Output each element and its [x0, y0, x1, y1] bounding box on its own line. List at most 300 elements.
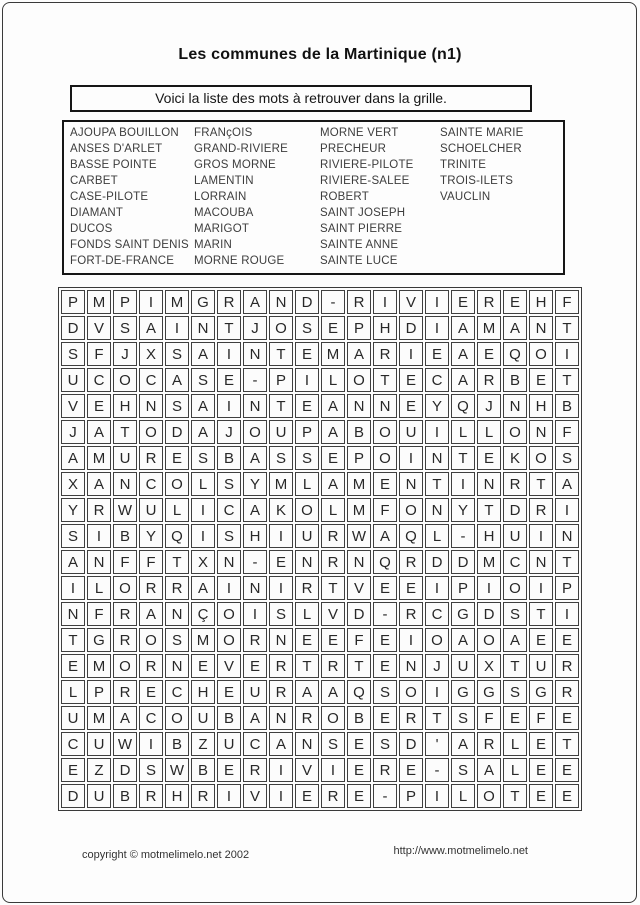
grid-cell: S: [451, 758, 475, 782]
grid-cell: E: [347, 732, 371, 756]
grid-cell: V: [243, 784, 267, 808]
grid-cell: V: [321, 602, 345, 626]
grid-cell: -: [243, 550, 267, 574]
word-list-item: VAUCLIN: [440, 191, 491, 203]
grid-cell: S: [295, 316, 319, 340]
grid-cell: Q: [373, 550, 397, 574]
grid-cell: D: [451, 550, 475, 574]
grid-cell: I: [139, 732, 163, 756]
grid-cell: P: [451, 576, 475, 600]
grid-cell: H: [529, 394, 553, 418]
grid-cell: M: [347, 472, 371, 496]
grid-cell: Q: [165, 524, 189, 548]
grid-cell: F: [477, 706, 501, 730]
grid-cell: T: [555, 550, 579, 574]
grid-cell: A: [503, 628, 527, 652]
instructions-text: Voici la liste des mots à retrouver dans la grille.: [155, 90, 447, 106]
letter-grid: [58, 287, 582, 811]
grid-cell: F: [113, 550, 137, 574]
grid-cell: W: [165, 758, 189, 782]
grid-cell: A: [139, 316, 163, 340]
grid-cell: N: [191, 316, 215, 340]
grid-cell: A: [451, 732, 475, 756]
grid-cell: Q: [399, 524, 423, 548]
grid-cell: V: [347, 576, 371, 600]
grid-cell: T: [269, 342, 293, 366]
grid-row: [61, 576, 579, 600]
grid-cell: E: [217, 680, 241, 704]
grid-cell: O: [477, 784, 501, 808]
grid-cell: N: [165, 602, 189, 626]
grid-cell: M: [87, 446, 111, 470]
grid-cell: C: [217, 498, 241, 522]
grid-cell: I: [269, 784, 293, 808]
grid-cell: P: [295, 420, 319, 444]
grid-cell: T: [425, 472, 449, 496]
grid-cell: L: [321, 368, 345, 392]
grid-cell: R: [555, 680, 579, 704]
grid-cell: I: [321, 758, 345, 782]
grid-cell: Y: [139, 524, 163, 548]
grid-cell: I: [477, 576, 501, 600]
grid-cell: N: [243, 576, 267, 600]
grid-cell: O: [425, 628, 449, 652]
word-list-item: DIAMANT: [70, 207, 124, 219]
grid-cell: S: [139, 758, 163, 782]
grid-cell: R: [399, 602, 423, 626]
grid-cell: V: [399, 290, 423, 314]
grid-cell: L: [61, 680, 85, 704]
word-list-item: CASE-PILOTE: [70, 191, 149, 203]
grid-cell: C: [87, 368, 111, 392]
grid-cell: Z: [87, 758, 111, 782]
grid-cell: D: [347, 602, 371, 626]
grid-cell: -: [451, 524, 475, 548]
grid-cell: E: [191, 654, 215, 678]
grid-cell: A: [243, 446, 267, 470]
grid-row: [61, 550, 579, 574]
grid-cell: O: [503, 576, 527, 600]
word-list-item: RIVIERE-SALEE: [320, 175, 410, 187]
grid-cell: R: [139, 654, 163, 678]
grid-cell: E: [555, 784, 579, 808]
grid-cell: L: [503, 732, 527, 756]
grid-row: [61, 732, 579, 756]
grid-cell: D: [477, 602, 501, 626]
grid-cell: R: [269, 654, 293, 678]
grid-cell: C: [139, 706, 163, 730]
grid-cell: C: [61, 732, 85, 756]
grid-cell: T: [321, 576, 345, 600]
grid-cell: D: [399, 316, 423, 340]
grid-cell: H: [165, 784, 189, 808]
grid-cell: E: [217, 368, 241, 392]
grid-cell: I: [269, 758, 293, 782]
grid-cell: H: [477, 524, 501, 548]
grid-cell: O: [477, 628, 501, 652]
grid-cell: T: [165, 550, 189, 574]
grid-cell: E: [555, 706, 579, 730]
grid-cell: R: [295, 576, 319, 600]
word-list-item: DUCOS: [70, 223, 113, 235]
grid-row: [61, 472, 579, 496]
grid-cell: H: [191, 680, 215, 704]
grid-row: [61, 498, 579, 522]
grid-cell: P: [347, 446, 371, 470]
grid-cell: S: [191, 446, 215, 470]
word-list-item: SAINT PIERRE: [320, 223, 403, 235]
grid-cell: A: [243, 706, 267, 730]
grid-cell: I: [425, 316, 449, 340]
grid-cell: S: [373, 732, 397, 756]
grid-cell: L: [451, 784, 475, 808]
grid-cell: L: [425, 524, 449, 548]
grid-cell: E: [243, 654, 267, 678]
grid-cell: E: [217, 758, 241, 782]
grid-cell: A: [139, 602, 163, 626]
grid-cell: E: [529, 628, 553, 652]
grid-cell: U: [529, 654, 553, 678]
grid-cell: T: [61, 628, 85, 652]
grid-cell: A: [321, 420, 345, 444]
grid-cell: N: [217, 550, 241, 574]
grid-cell: A: [555, 472, 579, 496]
grid-cell: E: [399, 576, 423, 600]
grid-row: [61, 602, 579, 626]
grid-cell: S: [269, 446, 293, 470]
grid-cell: F: [347, 628, 371, 652]
grid-cell: O: [373, 420, 397, 444]
grid-cell: N: [269, 706, 293, 730]
grid-cell: O: [113, 654, 137, 678]
grid-cell: D: [61, 784, 85, 808]
grid-cell: O: [399, 680, 423, 704]
grid-cell: O: [295, 498, 319, 522]
instructions-box: [70, 85, 532, 112]
grid-cell: S: [555, 446, 579, 470]
grid-cell: N: [61, 602, 85, 626]
grid-cell: E: [477, 446, 501, 470]
grid-cell: J: [61, 420, 85, 444]
grid-cell: E: [321, 446, 345, 470]
grid-cell: S: [503, 602, 527, 626]
grid-cell: R: [139, 576, 163, 600]
grid-row: [61, 316, 579, 340]
grid-cell: G: [451, 680, 475, 704]
grid-cell: X: [139, 342, 163, 366]
grid-cell: E: [61, 758, 85, 782]
grid-cell: O: [373, 446, 397, 470]
grid-cell: U: [113, 446, 137, 470]
grid-cell: -: [373, 784, 397, 808]
grid-cell: R: [555, 654, 579, 678]
word-list-item: MORNE ROUGE: [194, 255, 285, 267]
grid-cell: A: [61, 550, 85, 574]
grid-cell: N: [373, 394, 397, 418]
grid-cell: B: [347, 420, 371, 444]
grid-cell: I: [425, 576, 449, 600]
grid-cell: I: [61, 576, 85, 600]
grid-row: [61, 784, 579, 808]
grid-cell: U: [217, 732, 241, 756]
grid-cell: A: [269, 732, 293, 756]
grid-cell: H: [243, 524, 267, 548]
grid-cell: A: [451, 316, 475, 340]
grid-cell: S: [61, 342, 85, 366]
grid-cell: R: [269, 680, 293, 704]
grid-cell: R: [139, 784, 163, 808]
grid-cell: M: [321, 342, 345, 366]
grid-cell: O: [347, 368, 371, 392]
grid-cell: S: [321, 732, 345, 756]
grid-cell: A: [451, 628, 475, 652]
grid-cell: T: [295, 654, 319, 678]
grid-cell: D: [113, 758, 137, 782]
grid-cell: U: [87, 732, 111, 756]
grid-cell: N: [529, 550, 553, 574]
grid-cell: N: [477, 472, 501, 496]
grid-cell: N: [555, 524, 579, 548]
grid-cell: U: [295, 524, 319, 548]
grid-cell: U: [503, 524, 527, 548]
grid-cell: D: [165, 420, 189, 444]
grid-cell: Y: [61, 498, 85, 522]
grid-cell: Ç: [191, 602, 215, 626]
grid-cell: I: [165, 316, 189, 340]
grid-cell: R: [113, 628, 137, 652]
grid-cell: N: [113, 472, 137, 496]
grid-cell: H: [113, 394, 137, 418]
grid-cell: D: [503, 498, 527, 522]
grid-cell: U: [61, 706, 85, 730]
grid-cell: P: [347, 316, 371, 340]
grid-cell: L: [503, 758, 527, 782]
grid-cell: A: [191, 576, 215, 600]
grid-cell: R: [373, 758, 397, 782]
grid-cell: I: [399, 446, 423, 470]
grid-cell: O: [113, 576, 137, 600]
grid-cell: -: [373, 602, 397, 626]
grid-cell: F: [373, 498, 397, 522]
grid-cell: N: [269, 290, 293, 314]
grid-cell: R: [165, 576, 189, 600]
grid-cell: N: [139, 394, 163, 418]
word-list-item: TRINITE: [440, 159, 487, 171]
grid-cell: F: [139, 550, 163, 574]
grid-cell: E: [503, 706, 527, 730]
grid-cell: M: [191, 628, 215, 652]
grid-cell: F: [555, 420, 579, 444]
grid-cell: I: [217, 342, 241, 366]
grid-cell: F: [87, 342, 111, 366]
grid-cell: B: [113, 784, 137, 808]
grid-row: [61, 654, 579, 678]
grid-cell: R: [87, 498, 111, 522]
grid-cell: A: [61, 446, 85, 470]
grid-cell: J: [113, 342, 137, 366]
grid-cell: R: [321, 550, 345, 574]
grid-cell: J: [217, 420, 241, 444]
grid-cell: N: [347, 394, 371, 418]
grid-cell: I: [217, 784, 241, 808]
grid-cell: L: [295, 602, 319, 626]
grid-cell: R: [347, 290, 371, 314]
grid-cell: S: [217, 524, 241, 548]
grid-cell: E: [295, 394, 319, 418]
grid-cell: A: [451, 342, 475, 366]
grid-cell: U: [87, 784, 111, 808]
grid-cell: F: [529, 706, 553, 730]
grid-cell: I: [269, 576, 293, 600]
grid-cell: K: [503, 446, 527, 470]
word-list-item: ROBERT: [320, 191, 369, 203]
grid-cell: R: [529, 498, 553, 522]
word-list-item: PRECHEUR: [320, 143, 387, 155]
grid-cell: D: [399, 732, 423, 756]
grid-cell: N: [295, 550, 319, 574]
grid-cell: L: [295, 472, 319, 496]
word-list-item: SAINTE LUCE: [320, 255, 398, 267]
grid-row: [61, 342, 579, 366]
grid-cell: S: [269, 602, 293, 626]
word-list: [62, 120, 565, 275]
grid-cell: A: [243, 290, 267, 314]
grid-cell: R: [373, 342, 397, 366]
grid-cell: T: [477, 498, 501, 522]
grid-cell: F: [555, 290, 579, 314]
grid-cell: P: [399, 784, 423, 808]
grid-cell: I: [451, 472, 475, 496]
word-list-item: MARIGOT: [194, 223, 250, 235]
grid-cell: S: [165, 342, 189, 366]
word-list-item: SCHOELCHER: [440, 143, 522, 155]
grid-cell: N: [243, 394, 267, 418]
word-list-item: GROS MORNE: [194, 159, 276, 171]
grid-cell: E: [399, 368, 423, 392]
grid-cell: A: [165, 368, 189, 392]
grid-cell: O: [113, 368, 137, 392]
grid-cell: M: [165, 290, 189, 314]
grid-cell: W: [113, 732, 137, 756]
grid-cell: C: [503, 550, 527, 574]
grid-cell: A: [321, 394, 345, 418]
grid-cell: -: [321, 290, 345, 314]
grid-cell: J: [425, 654, 449, 678]
grid-cell: E: [555, 628, 579, 652]
website-url[interactable]: http://www.motmelimelo.net: [393, 845, 528, 857]
grid-cell: V: [217, 654, 241, 678]
grid-cell: M: [87, 290, 111, 314]
grid-cell: N: [269, 628, 293, 652]
grid-cell: R: [243, 628, 267, 652]
grid-cell: N: [347, 550, 371, 574]
grid-cell: I: [87, 524, 111, 548]
word-list-item: GRAND-RIVIERE: [194, 143, 288, 155]
grid-cell: L: [477, 420, 501, 444]
grid-cell: S: [165, 394, 189, 418]
grid-cell: U: [451, 654, 475, 678]
grid-cell: C: [425, 602, 449, 626]
grid-row: [61, 706, 579, 730]
grid-cell: O: [243, 420, 267, 444]
grid-cell: E: [295, 784, 319, 808]
grid-cell: T: [503, 784, 527, 808]
grid-cell: I: [373, 290, 397, 314]
grid-cell: Q: [347, 680, 371, 704]
grid-cell: R: [399, 550, 423, 574]
grid-cell: E: [373, 628, 397, 652]
word-list-item: MACOUBA: [194, 207, 254, 219]
word-list-item: RIVIERE-PILOTE: [320, 159, 414, 171]
grid-cell: T: [217, 316, 241, 340]
grid-cell: O: [269, 316, 293, 340]
grid-cell: E: [477, 342, 501, 366]
grid-cell: Q: [451, 394, 475, 418]
grid-cell: O: [529, 342, 553, 366]
grid-cell: O: [165, 706, 189, 730]
grid-cell: -: [243, 368, 267, 392]
grid-cell: I: [399, 628, 423, 652]
grid-cell: A: [451, 368, 475, 392]
grid-cell: E: [373, 472, 397, 496]
grid-cell: R: [295, 706, 319, 730]
grid-cell: I: [555, 342, 579, 366]
grid-cell: E: [529, 732, 553, 756]
grid-cell: R: [321, 784, 345, 808]
grid-cell: I: [425, 680, 449, 704]
grid-cell: E: [347, 758, 371, 782]
grid-cell: T: [113, 420, 137, 444]
grid-cell: E: [321, 316, 345, 340]
grid-cell: R: [191, 784, 215, 808]
grid-cell: C: [165, 680, 189, 704]
grid-cell: V: [295, 758, 319, 782]
grid-cell: Z: [191, 732, 215, 756]
grid-cell: S: [295, 446, 319, 470]
grid-cell: V: [87, 316, 111, 340]
grid-cell: B: [503, 368, 527, 392]
word-list-column: [440, 125, 563, 269]
grid-cell: O: [399, 498, 423, 522]
grid-cell: X: [61, 472, 85, 496]
grid-cell: J: [477, 394, 501, 418]
grid-cell: D: [61, 316, 85, 340]
grid-cell: Y: [425, 394, 449, 418]
grid-cell: S: [503, 680, 527, 704]
grid-cell: P: [269, 368, 293, 392]
grid-cell: E: [373, 706, 397, 730]
grid-cell: L: [165, 498, 189, 522]
grid-cell: C: [243, 732, 267, 756]
grid-cell: I: [139, 290, 163, 314]
grid-cell: I: [191, 524, 215, 548]
grid-cell: C: [425, 368, 449, 392]
grid-cell: R: [477, 732, 501, 756]
grid-cell: E: [165, 446, 189, 470]
word-list-item: LAMENTIN: [194, 175, 254, 187]
grid-cell: B: [113, 524, 137, 548]
grid-cell: L: [191, 472, 215, 496]
grid-cell: O: [165, 472, 189, 496]
word-list-item: AJOUPA BOUILLON: [70, 127, 179, 139]
grid-cell: P: [555, 576, 579, 600]
grid-cell: Y: [243, 472, 267, 496]
grid-cell: E: [529, 368, 553, 392]
grid-cell: I: [555, 602, 579, 626]
grid-cell: B: [217, 706, 241, 730]
word-list-item: ANSES D'ARLET: [70, 143, 163, 155]
grid-cell: V: [61, 394, 85, 418]
